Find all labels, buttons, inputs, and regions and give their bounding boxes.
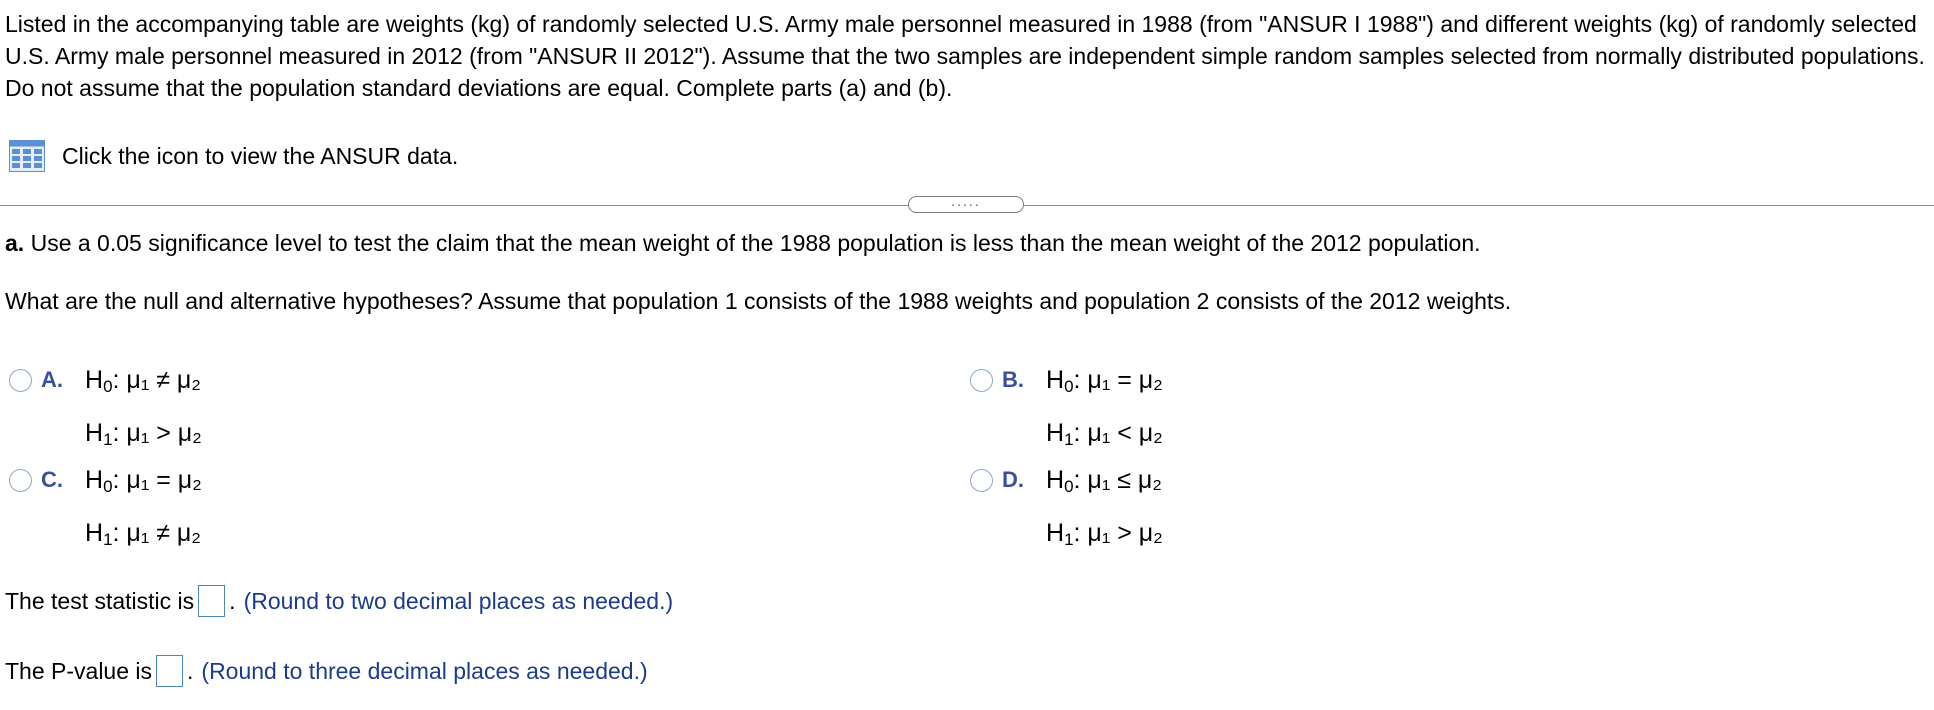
option-b-h0: $H_0$: μ₁ = μ₂ bbox=[1046, 366, 1163, 396]
part-a-prompt bbox=[5, 228, 1481, 258]
option-a-h1: $H_1$: μ₁ > μ₂ bbox=[85, 419, 202, 449]
p-value-label: The P-value is bbox=[5, 657, 153, 684]
test-statistic-hint: (Round to two decimal places as needed.) bbox=[243, 587, 674, 614]
option-d-radio[interactable] bbox=[970, 469, 993, 492]
option-c-hypotheses bbox=[85, 457, 202, 563]
option-d-h1: $H_1$: μ₁ > μ₂ bbox=[1046, 519, 1163, 549]
option-b-hypotheses bbox=[1046, 357, 1163, 463]
option-c-h0: $H_0$: μ₁ = μ₂ bbox=[85, 466, 202, 496]
test-statistic-input[interactable] bbox=[198, 585, 225, 617]
option-c-h1: $H_1$: μ₁ ≠ μ₂ bbox=[85, 519, 201, 549]
option-a-h0: $H_0$: μ₁ ≠ μ₂ bbox=[85, 366, 201, 396]
view-data-label[interactable]: Click the icon to view the ANSUR data. bbox=[62, 142, 459, 169]
option-a-radio[interactable] bbox=[9, 369, 32, 392]
option-b-h1: $H_1$: μ₁ < μ₂ bbox=[1046, 419, 1163, 449]
option-b-radio[interactable] bbox=[970, 369, 993, 392]
p-value-hint: (Round to three decimal places as needed.) bbox=[201, 657, 648, 684]
table-grid-icon[interactable] bbox=[9, 140, 45, 172]
test-statistic-label: The test statistic is bbox=[5, 587, 195, 614]
option-d-letter: D. bbox=[1002, 467, 1024, 492]
hypotheses-question: What are the null and alternative hypotheses? Assume that population 1 consists of the 1988 weights and population 2 consists of the 2012 weights. bbox=[5, 288, 1512, 314]
option-d[interactable] bbox=[970, 464, 1163, 563]
option-a-letter: A. bbox=[41, 367, 63, 392]
view-data-link[interactable] bbox=[9, 140, 458, 172]
option-a-hypotheses bbox=[85, 357, 202, 463]
part-a-label: a. bbox=[5, 230, 25, 256]
option-c[interactable] bbox=[9, 464, 202, 563]
option-d-hypotheses bbox=[1046, 457, 1163, 563]
option-a[interactable] bbox=[9, 364, 202, 463]
option-c-letter: C. bbox=[41, 467, 63, 492]
option-d-h0: $H_0$: μ₁ ≤ μ₂ bbox=[1046, 466, 1162, 496]
expand-button[interactable]: ..... bbox=[908, 196, 1024, 213]
part-a-text: Use a 0.05 significance level to test the claim that the mean weight of the 1988 population is less than the mean weight of the 2012 population. bbox=[30, 230, 1481, 256]
p-value-period: . bbox=[187, 657, 194, 684]
test-statistic-line bbox=[5, 585, 673, 617]
option-c-radio[interactable] bbox=[9, 469, 32, 492]
option-b-letter: B. bbox=[1002, 367, 1024, 392]
test-statistic-period: . bbox=[229, 587, 236, 614]
problem-statement: Listed in the accompanying table are weights (kg) of randomly selected U.S. Army male personnel measured in 1988 (from "ANSUR I 1988") and different weights (kg) of randomly selected U.S. Army male personnel measured in 2012 (from "ANSUR II 2012"). Assume that the two samples are independent simple random samples selected from normally distributed populations. Do not assume that the population standard deviations are equal. Complete parts (a) and (b). bbox=[5, 11, 1925, 101]
p-value-input[interactable] bbox=[156, 655, 183, 687]
p-value-line bbox=[5, 655, 648, 687]
option-b[interactable] bbox=[970, 364, 1163, 463]
